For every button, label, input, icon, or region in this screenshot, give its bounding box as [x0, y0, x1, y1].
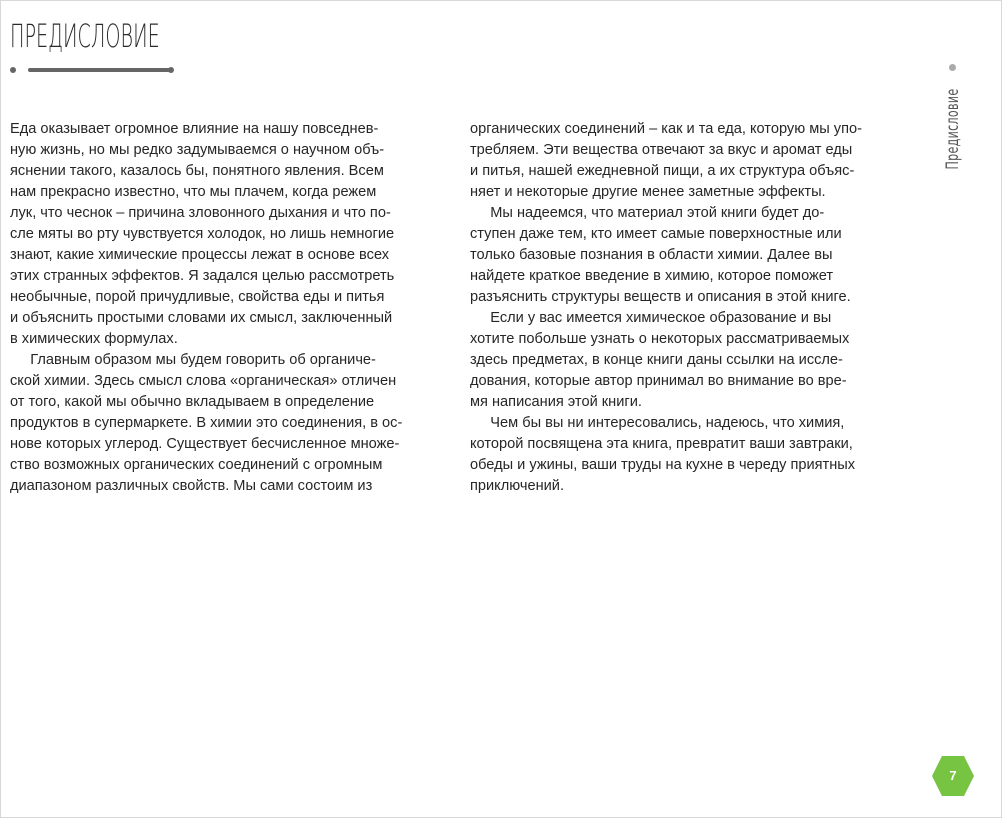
- ornament-bar: [28, 68, 173, 72]
- text-line: дования, которые автор принимал во внимание во вре-: [470, 373, 847, 389]
- text-line: нам прекрасно известно, что мы плачем, когда режем: [10, 184, 377, 200]
- text-line: найдете краткое введение в химию, которое поможет: [470, 268, 834, 284]
- side-dot: [949, 64, 956, 71]
- text-line: Мы надеемся, что материал этой книги будет до-: [470, 205, 825, 221]
- text-line: и питья, нашей ежедневной пищи, а их структура объяс-: [470, 163, 855, 179]
- text-line: ство возможных органических соединений с огромным: [10, 457, 383, 473]
- text-line: мя написания этой книги.: [470, 394, 642, 410]
- text-line: знают, какие химические процессы лежат в основе всех: [10, 247, 390, 263]
- text-line: органических соединений – как и та еда, которую мы упо-: [470, 121, 862, 137]
- text-line: требляем. Эти вещества отвечают за вкус и аромат еды: [470, 142, 853, 158]
- text-line: яснении такого, казалось бы, понятного явления. Всем: [10, 163, 384, 179]
- text-line: продуктов в супермаркете. В химии это соединения, в ос-: [10, 415, 403, 431]
- text-line: нове которых углерод. Существует бесчисленное множе-: [10, 436, 400, 452]
- text-line: ступен даже тем, кто имеет самые поверхностные или: [470, 226, 842, 242]
- text-line: обеды и ужины, ваши труды на кухне в череду приятных: [470, 457, 856, 473]
- text-line: диапазоном различных свойств. Мы сами состоим из: [10, 478, 373, 494]
- text-line: необычные, порой причудливые, свойства еды и питья: [10, 289, 385, 305]
- text-line: Чем бы вы ни интересовались, надеюсь, что химия,: [470, 415, 845, 431]
- text-column-left: [10, 119, 440, 497]
- text-line: Если у вас имеется химическое образование и вы: [470, 310, 832, 326]
- text-line: и объяснить простыми словами их смысл, заключенный: [10, 310, 393, 326]
- text-line: только базовые познания в области химии. Далее вы: [470, 247, 833, 263]
- text-line: здесь предметах, в конце книги даны ссылки на иссле-: [470, 352, 843, 368]
- text-line: от того, какой мы обычно вкладываем в определение: [10, 394, 375, 410]
- text-line: Главным образом мы будем говорить об органиче-: [10, 352, 376, 368]
- page-number: 7: [949, 768, 957, 783]
- text-line: хотите побольше узнать о некоторых рассматриваемых: [470, 331, 850, 347]
- text-line: которой посвящена эта книга, превратит ваши завтраки,: [470, 436, 853, 452]
- ornament-dot-right: [168, 67, 174, 73]
- ornament-dot-left: [10, 67, 16, 73]
- title-ornament: [10, 66, 175, 74]
- side-section-label-text: Предисловие: [943, 88, 964, 170]
- text-line: лук, что чеснок – причина зловонного дыхания и что по-: [10, 205, 391, 221]
- text-line: приключений.: [470, 478, 564, 494]
- side-section-label: [944, 84, 962, 174]
- page-title: ПРЕДИСЛОВИЕ: [10, 17, 160, 55]
- text-line: ную жизнь, но мы редко задумываемся о научном объ-: [10, 142, 385, 158]
- text-line: ской химии. Здесь смысл слова «органическая» отличен: [10, 373, 397, 389]
- text-line: разъяснить структуры веществ и описания в этой книге.: [470, 289, 851, 305]
- text-column-right: [470, 119, 900, 497]
- text-line: в химических формулах.: [10, 331, 178, 347]
- page-number-badge: [932, 756, 974, 796]
- text-line: няет и некоторые другие менее заметные эффекты.: [470, 184, 826, 200]
- text-line: Еда оказывает огромное влияние на нашу повседнев-: [10, 121, 379, 137]
- text-line: сле мяты во рту чувствуется холодок, но лишь немногие: [10, 226, 395, 242]
- text-line: этих странных эффектов. Я задался целью рассмотреть: [10, 268, 395, 284]
